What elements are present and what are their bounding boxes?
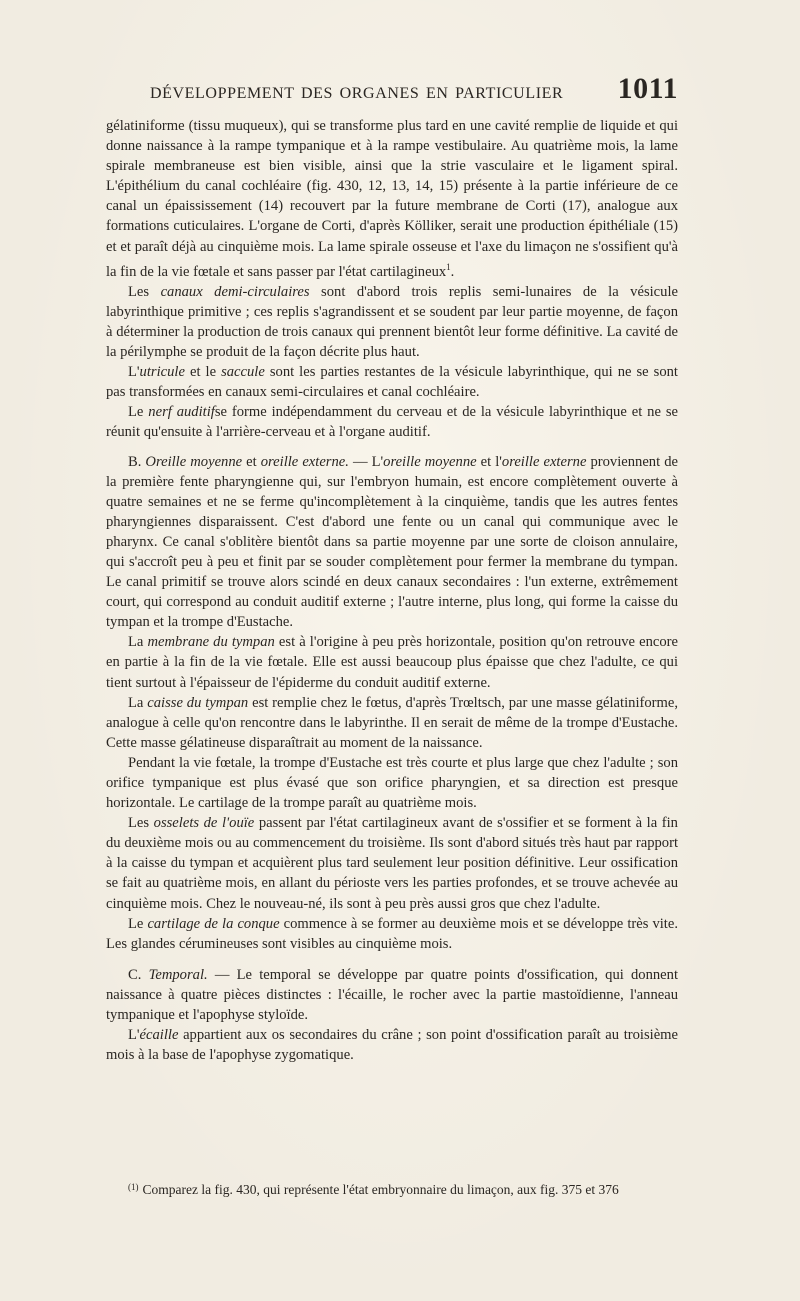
paragraph-eustachian-tube: Pendant la vie fœtale, la trompe d'Eustache est très courte et plus large que chez l'adulte ; son orifice tympanique est plus évasé que son orifice pharyngien, et sa direction est presque horizontale. Le cartilage de la trompe paraît au quatrième mois. bbox=[106, 754, 678, 812]
paragraph-concha-cartilage: Le cartilage de la conque commence à se former au deuxième mois et se développe très vite. Les glandes cérumineuses sont visibles au cinquième mois. bbox=[106, 915, 678, 952]
paragraph-semicircular-canals: Les canaux demi-circulaires sont d'abord trois replis semi-lunaires de la vésicule labyrinthique primitive ; ces replis s'agrandissent et se soudent par leur partie moyenne, de façon à déterminer la production de trois canaux qui prennent bientôt leur forme définitive. La cavité de la périlymphe se produit de la façon décrite plus haut. bbox=[106, 283, 678, 361]
footnote-mark: (1) bbox=[128, 1182, 139, 1192]
paragraph-tympanic-cavity: La caisse du tympan est remplie chez le fœtus, d'après Trœltsch, par une masse gélatiniforme, analogue à celle qu'on rencontre dans le labyrinthe. Il en serait de même de la trompe d'Eustache. Cette masse gélatineuse disparaîtrait au moment de la naissance. bbox=[106, 694, 678, 751]
paragraph-utricle-saccule: L'utricule et le saccule sont les parties restantes de la vésicule labyrinthique, qui ne se sont pas transformées en canaux semi-circulaires et canal cochléaire. bbox=[106, 364, 678, 401]
footnote-reference: 1 bbox=[446, 261, 451, 272]
header-title: DÉVELOPPEMENT DES ORGANES EN PARTICULIER bbox=[150, 85, 564, 102]
section-b-middle-outer-ear: B. Oreille moyenne et oreille externe. — L'oreille moyenne et l'oreille externe proviennent de la première fente pharyngienne qui, sur l'embryon humain, est encore complètement ouverte à quatre semaines et ne se ferme qu'incomplètement à la cinquième, tandis que les autres fentes pharyngiennes disparaissent. C'est d'abord une fente ou un canal qui communique avec le pharynx. Ce canal s'oblitère bientôt dans sa partie moyenne par une sorte de cloison annulaire, qui s'accroît peu à peu et finit par se souder complètement pour fermer la membrane du tympan. Le canal primitif se trouve alors scindé en deux canaux secondaires : l'un externe, extrêmement court, qui correspond au conduit auditif externe ; l'autre interne, plus long, qui forme la caisse du tympan et la trompe d'Eustache. bbox=[106, 453, 678, 631]
paragraph-cochlea: gélatiniforme (tissu muqueux), qui se transforme plus tard en une cavité remplie de liquide et qui donne naissance à la rampe tympanique et à la rampe vestibulaire. Au quatrième mois, la lame spirale membraneuse est bien visible, ainsi que la strie vasculaire et le ligament spiral. L'épithélium du canal cochléaire (fig. 430, 12, 13, 14, 15) présente à la partie inférieure de ce canal un épaississement (14) recouvert par la future membrane de Corti (17), analogue aux formations cuticulaires. L'organe de Corti, d'après Kölliker, serait une production épithéliale (15) et et paraît déjà au cinquième mois. La lame spirale osseuse et l'axe du limaçon ne s'ossifient qu'à la fin de la vie fœtale et sans passer par l'état cartilagineux$^1$. bbox=[106, 118, 678, 280]
running-header bbox=[150, 72, 678, 108]
footnote bbox=[128, 1178, 688, 1199]
paragraph-auditory-nerve: Le nerf auditifse forme indépendamment du cerveau et de la vésicule labyrinthique et ne se réunit qu'ensuite à l'arrière-cerveau et à l'organe auditif. bbox=[106, 404, 678, 441]
section-c-temporal: C. Temporal. — Le temporal se développe par quatre points d'ossification, qui donnent naissance à quatre pièces distinctes : l'écaille, le rocher avec la partie mastoïdienne, l'anneau tympanique et l'apophyse styloïde. bbox=[106, 966, 678, 1024]
footnote-text: Comparez la fig. 430, qui représente l'état embryonnaire du limaçon, aux fig. 375 et 376 bbox=[142, 1182, 619, 1197]
paragraph-ossicles: Les osselets de l'ouïe passent par l'état cartilagineux avant de s'ossifier et se forment à la fin du deuxième mois ou au commencement du troisième. Ils sont d'abord situés très haut par rapport à la caisse du tympan et acquièrent plus tard seulement leur position définitive. Leur ossification se fait au quatrième mois, en allant du périoste vers les parties profondes, et se trouve achevée au cinquième mois. Chez le nouveau-né, ils sont à peu près aussi gros que chez l'adulte. bbox=[106, 815, 678, 912]
page-number: 1011 bbox=[617, 72, 678, 105]
body-text bbox=[106, 116, 678, 1065]
paragraph-squama: L'écaille appartient aux os secondaires du crâne ; son point d'ossification paraît au troisième mois à la base de l'apophyse zygomatique. bbox=[106, 1027, 678, 1064]
paragraph-tympanic-membrane: La membrane du tympan est à l'origine à peu près horizontale, position qu'on retrouve encore en partie à la fin de la vie fœtale. Elle est aussi beaucoup plus épaisse que chez l'adulte, ce qui tient surtout à l'épaisseur de l'épiderme du conduit auditif externe. bbox=[106, 634, 678, 691]
